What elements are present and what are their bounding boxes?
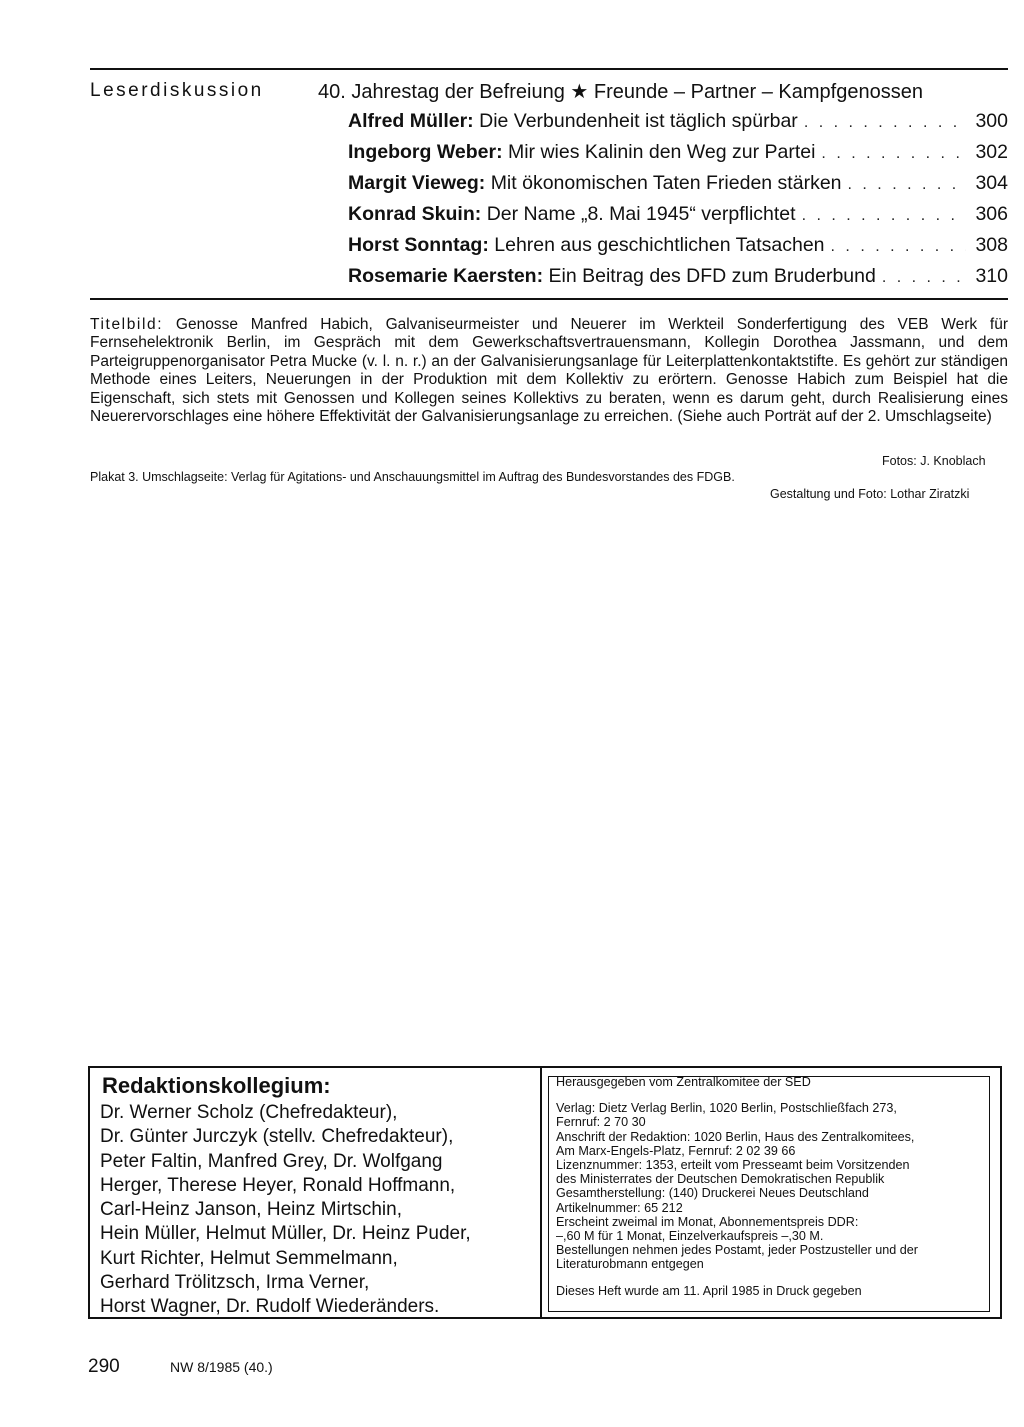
- page-number: 290: [88, 1356, 120, 1377]
- toc-entry[interactable]: [348, 234, 1008, 265]
- issue-label: NW 8/1985 (40.): [170, 1359, 273, 1375]
- board-line: Herger, Therese Heyer, Ronald Hoffmann,: [100, 1174, 456, 1196]
- imprint-line: Lizenznummer: 1353, erteilt vom Presseamt beim Vorsitzenden: [556, 1158, 910, 1173]
- imprint-line: Anschrift der Redaktion: 1020 Berlin, Haus des Zentralkomitees,: [556, 1129, 915, 1144]
- table-of-contents: [348, 110, 1008, 296]
- dot-leader: [882, 269, 966, 287]
- editorial-board-list: [100, 1101, 520, 1320]
- board-line: Kurt Richter, Helmut Semmelmann,: [100, 1247, 398, 1269]
- toc-entry[interactable]: [348, 203, 1008, 234]
- toc-author: Ingeborg Weber:: [348, 141, 503, 163]
- cover-caption: [90, 316, 1008, 426]
- board-line: Gerhard Trölitzsch, Irma Verner,: [100, 1272, 370, 1294]
- board-line: Horst Wagner, Dr. Rudolf Wiederänders.: [100, 1296, 440, 1318]
- dot-leader: [831, 238, 966, 256]
- caption-lead: Titelbild:: [90, 316, 164, 333]
- toc-page-number: 304: [975, 172, 1008, 194]
- toc-page-number: 300: [975, 110, 1008, 132]
- toc-bottom-rule: [90, 298, 1008, 300]
- toc-page-number: 308: [975, 234, 1008, 256]
- imprint-print-date: Dieses Heft wurde am 11. April 1985 in Druck gegeben: [556, 1283, 862, 1298]
- imprint-line: Artikelnummer: 65 212: [556, 1200, 683, 1215]
- photo-credit: Fotos: J. Knoblach: [882, 454, 986, 468]
- imprint-line: –,60 M für 1 Monat, Einzelverkaufspreis –,30 M.: [556, 1229, 824, 1244]
- toc-title: Mit ökonomischen Taten Frieden stärken: [490, 172, 842, 194]
- imprint-line: Fernruf: 2 70 30: [556, 1115, 646, 1130]
- toc-author: Alfred Müller:: [348, 110, 474, 132]
- masthead-divider: [540, 1068, 542, 1317]
- toc-entry[interactable]: [348, 141, 1008, 172]
- board-line: Peter Faltin, Manfred Grey, Dr. Wolfgang: [100, 1150, 443, 1172]
- design-credit: Gestaltung und Foto: Lothar Ziratzki: [770, 487, 970, 501]
- imprint-line: Erscheint zweimal im Monat, Abonnementspreis DDR:: [556, 1214, 859, 1229]
- dot-leader: [802, 207, 966, 225]
- toc-title: Mir wies Kalinin den Weg zur Partei: [507, 141, 816, 163]
- toc-author: Horst Sonntag:: [348, 234, 489, 256]
- imprint-line: Literaturobmann entgegen: [556, 1257, 704, 1272]
- toc-topic-heading: 40. Jahrestag der Befreiung ★ Freunde – Partner – Kampfgenossen: [318, 81, 923, 103]
- imprint-line: Am Marx-Engels-Platz, Fernruf: 2 02 39 66: [556, 1143, 796, 1158]
- toc-entry[interactable]: [348, 110, 1008, 141]
- toc-page-number: 302: [975, 141, 1008, 163]
- board-line: Dr. Werner Scholz (Chefredakteur),: [100, 1102, 398, 1123]
- toc-page-number: 310: [975, 265, 1008, 287]
- dot-leader: [848, 176, 966, 194]
- editorial-board-title: Redaktionskollegium:: [102, 1073, 331, 1098]
- dot-leader: [821, 145, 966, 163]
- imprint-publisher: Herausgegeben vom Zentralkomitee der SED: [556, 1075, 811, 1089]
- toc-title: Die Verbundenheit ist täglich spürbar: [479, 110, 798, 132]
- imprint: [556, 1075, 996, 1298]
- section-label: Leserdiskussion: [90, 80, 264, 101]
- toc-title: Ein Beitrag des DFD zum Bruderbund: [548, 265, 876, 287]
- toc-title: Lehren aus geschichtlichen Tatsachen: [494, 234, 825, 256]
- board-line: Hein Müller, Helmut Müller, Dr. Heinz Puder,: [100, 1223, 471, 1245]
- imprint-line: Bestellungen nehmen jedes Postamt, jeder Postzusteller und der: [556, 1243, 918, 1258]
- toc-author: Konrad Skuin:: [348, 203, 482, 225]
- toc-entry[interactable]: [348, 265, 1008, 296]
- toc-author: Margit Vieweg:: [348, 172, 486, 194]
- toc-title: Der Name „8. Mai 1945“ verpflichtet: [486, 203, 796, 225]
- board-line: Dr. Günter Jurczyk (stellv. Chefredakteur),: [100, 1126, 454, 1148]
- dot-leader: [804, 114, 966, 132]
- toc-author: Rosemarie Kaersten:: [348, 265, 544, 287]
- toc-entry[interactable]: [348, 172, 1008, 203]
- toc-page-number: 306: [975, 203, 1008, 225]
- imprint-line: Gesamtherstellung: (140) Druckerei Neues Deutschland: [556, 1186, 869, 1201]
- board-line: Carl-Heinz Janson, Heinz Mirtschin,: [100, 1199, 402, 1221]
- imprint-line: des Ministerrates der Deutschen Demokratischen Republik: [556, 1172, 885, 1187]
- imprint-line: Verlag: Dietz Verlag Berlin, 1020 Berlin, Postschließfach 273,: [556, 1101, 897, 1116]
- caption-text: Genosse Manfred Habich, Galvaniseurmeister und Neuerer im Werkteil Sonderfertigung des VEB Werk für Fernsehelektronik Berlin, im Gespräch mit dem Gewerkschaftsvertrauensmann, Kollegin Dorothea Jassmann, und dem Parteigruppenorganisator Petra Mucke (v. l. n. r.) an der Galvanisierungsanlage für Leiterplattenkontaktstifte. Es gehört zur ständigen Methode eines Leiters, Neuerungen in der Produktion mit dem Kollektiv zu erörtern. Genosse Habich zum Beispiel hat die Eigenschaft, sich stets mit Genossen und Kollegen seines Kollektivs zu beraten, wenn es darum geht, durch Realisierung eines Neuerervorschlages eine höhere Effektivität der Galvanisierungsanlage zu erreichen. (Siehe auch Porträt auf der 2. Umschlagseite): [90, 316, 1008, 426]
- top-rule: [90, 68, 1008, 70]
- poster-note: Plakat 3. Umschlagseite: Verlag für Agitations- und Anschauungsmittel im Auftrag des Bundesvorstandes des FDGB.: [90, 470, 735, 484]
